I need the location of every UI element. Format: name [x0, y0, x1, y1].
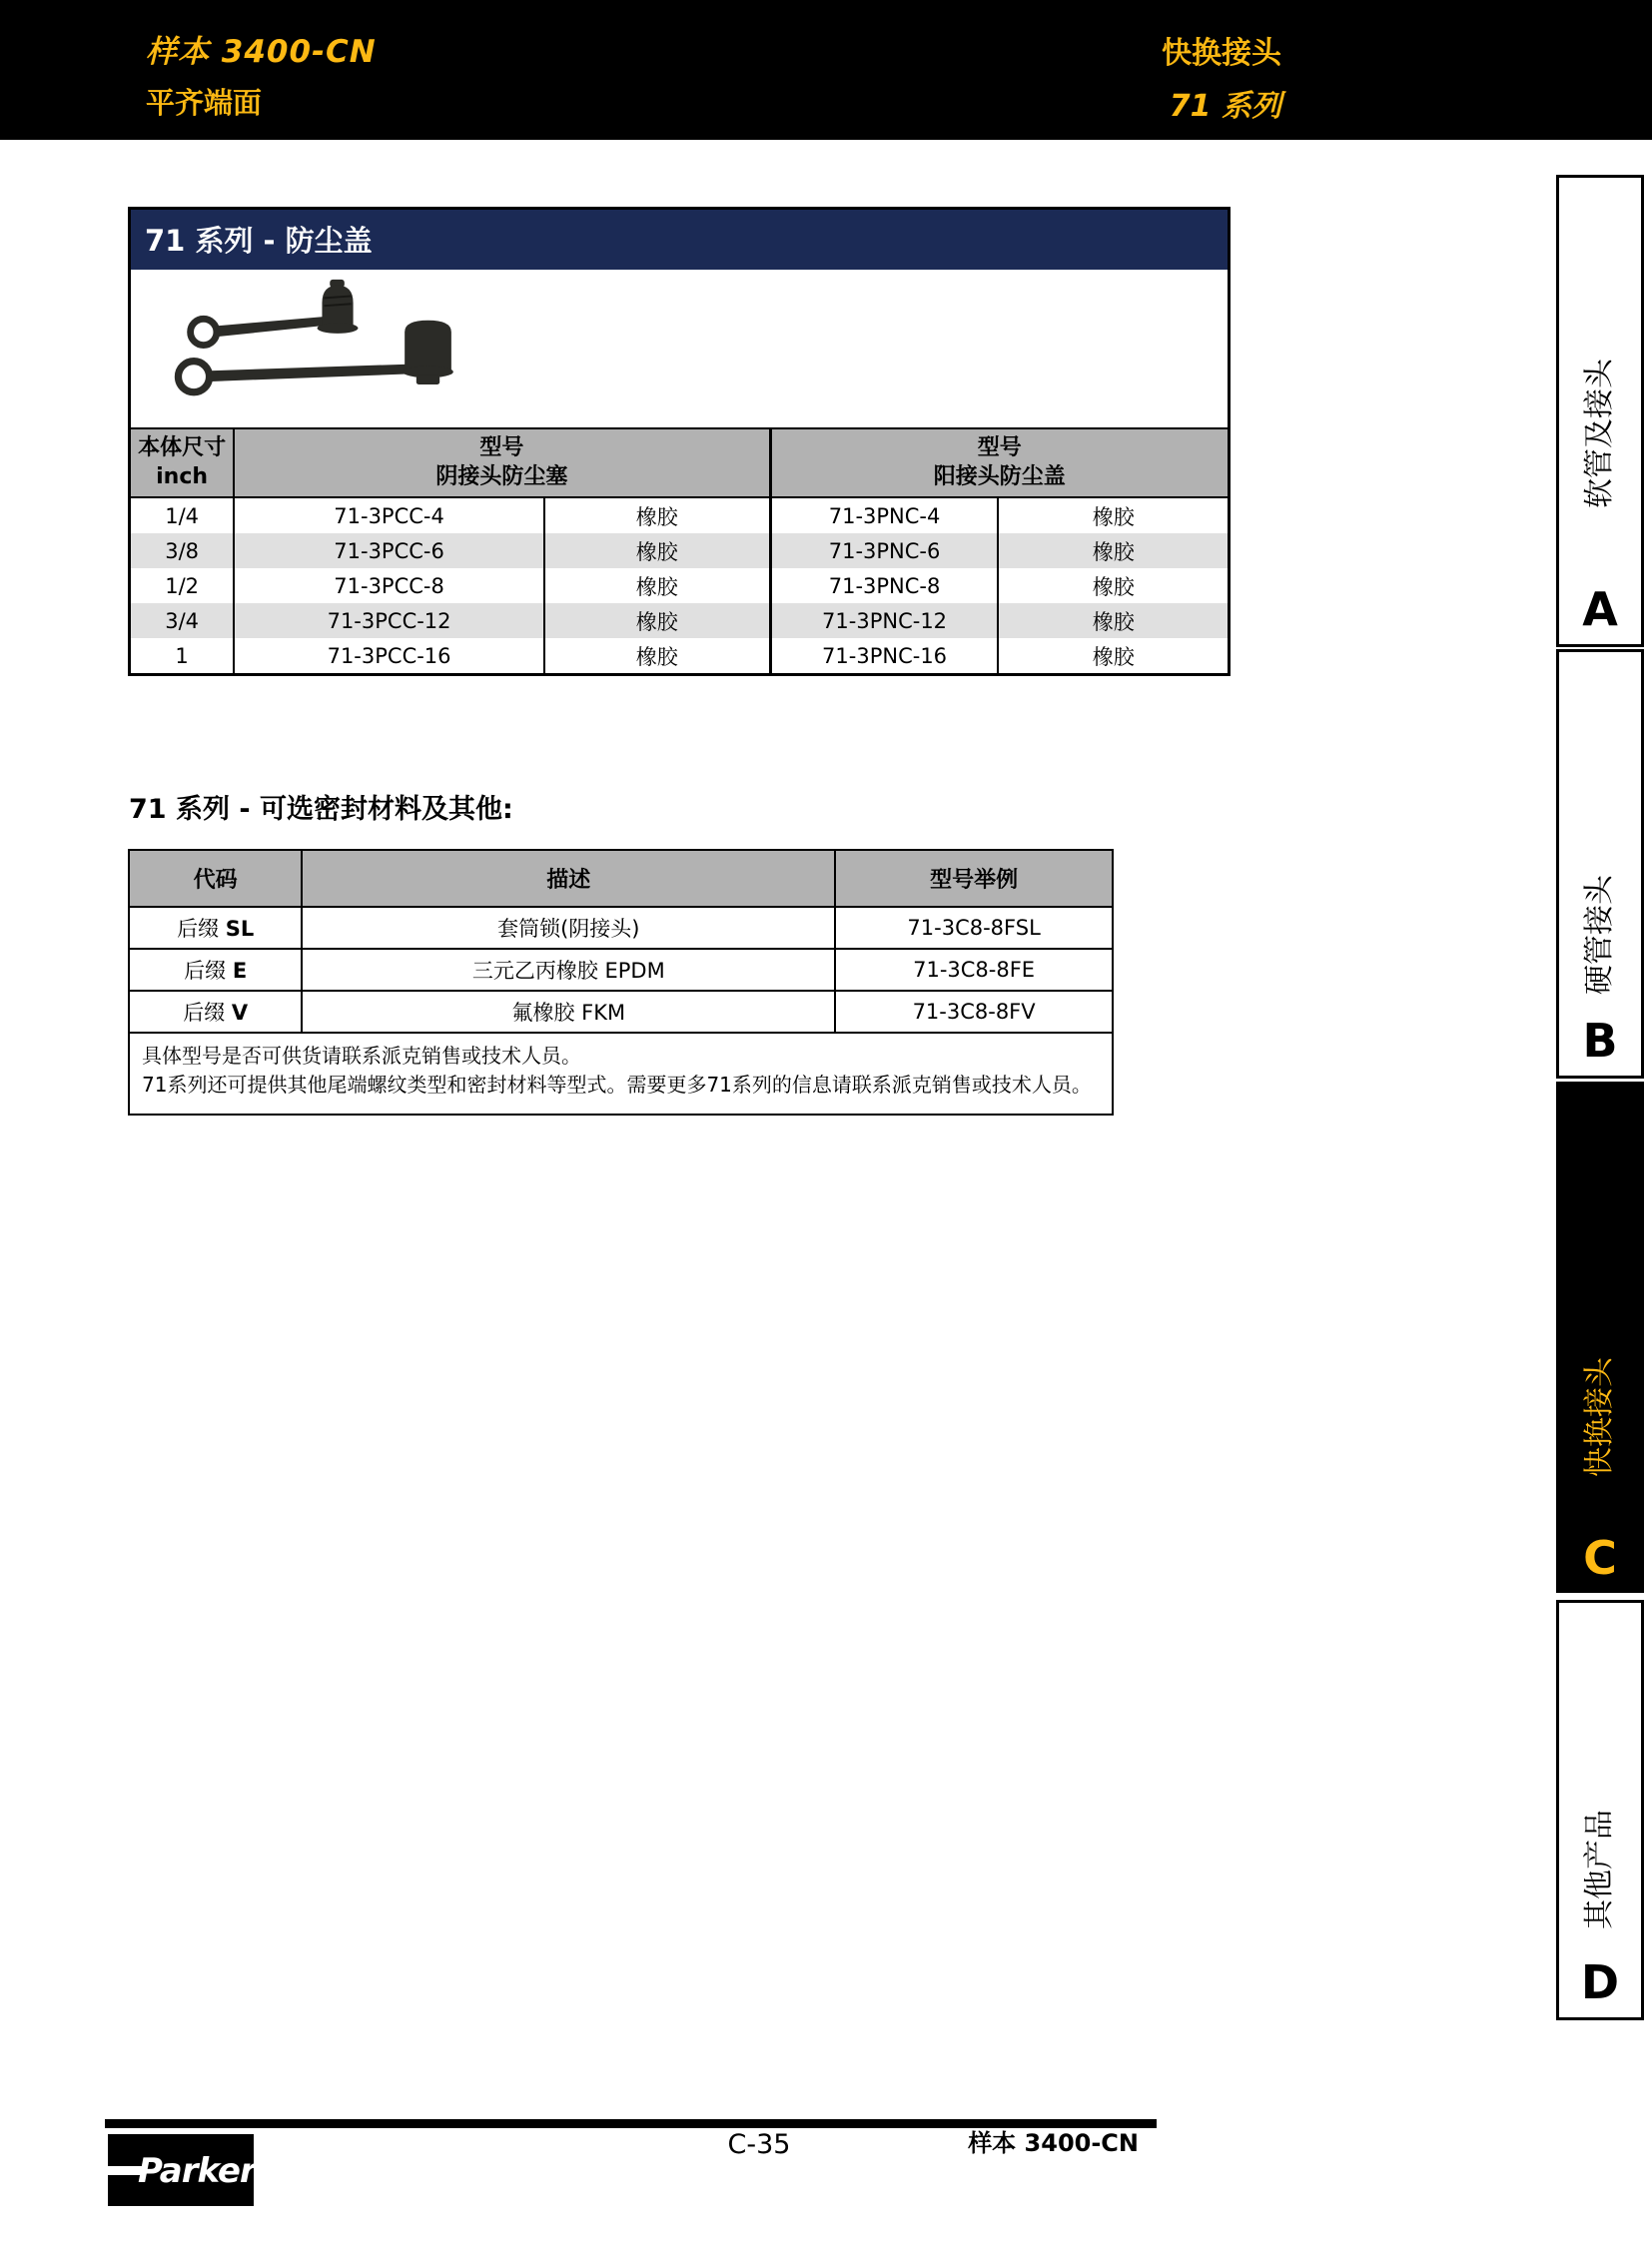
cell-male-model: 71-3PNC-4: [770, 497, 998, 533]
sidebar-section-tube-fittings[interactable]: [1556, 649, 1644, 1079]
product-photo-dust-caps: [159, 274, 518, 423]
section-title-seal-options: 71 系列 - 可选密封材料及其他:: [129, 794, 513, 825]
cell-female-material: 橡胶: [544, 603, 770, 638]
cell-size: 1/2: [165, 573, 199, 598]
cell-male-material: 橡胶: [998, 533, 1228, 568]
cell-code: 后缀 SL: [129, 907, 302, 949]
cell-male-material: 橡胶: [998, 638, 1228, 673]
cell-male-material: 橡胶: [998, 568, 1228, 603]
dust-cap-table: [131, 427, 1228, 673]
cell-size: 3/4: [131, 603, 234, 638]
cell-female-material: 橡胶: [544, 497, 770, 533]
cell-description: 氟橡胶 FKM: [302, 991, 835, 1033]
sidebar-letter: B: [1582, 1014, 1618, 1068]
sidebar-label: 其他产品: [1582, 1810, 1617, 1929]
cell-example: 71-3C8-8FE: [835, 949, 1113, 991]
table-title-bar: 71 系列 - 防尘盖: [131, 210, 1228, 270]
cell-female-material: 橡胶: [544, 568, 770, 603]
sidebar-section-quick-couplings-active[interactable]: [1556, 1082, 1644, 1593]
sidebar-label: 快换接头: [1582, 1357, 1617, 1477]
cell-male-model: 71-3PNC-8: [770, 568, 998, 603]
table-row: [131, 533, 1228, 568]
col-header-female: 型号 阴接头防尘塞: [234, 428, 770, 497]
col-header-size: 本体尺寸 inch: [131, 428, 234, 497]
table-note-row: [129, 1033, 1113, 1115]
cell-code: 后缀 E: [129, 949, 302, 991]
banner-right: [1162, 28, 1281, 125]
table-row: [129, 991, 1113, 1033]
table-row: [131, 568, 1228, 603]
page-subject: 平齐端面: [146, 86, 263, 120]
cell-female-model: 71-3PCC-8: [234, 568, 544, 603]
cell-female-model: 71-3PCC-12: [234, 603, 544, 638]
col-header-code: 代码: [129, 850, 302, 907]
cell-male-material: 橡胶: [998, 603, 1228, 638]
sidebar-letter: D: [1580, 1955, 1620, 2009]
top-banner: [0, 0, 1652, 140]
note-line-2: 71系列还可提供其他尾端螺纹类型和密封材料等型式。需要更多71系列的信息请联系派克销售或技术人员。: [142, 1073, 1092, 1097]
cell-code: 后缀 V: [129, 991, 302, 1033]
cell-size: 3/8: [131, 533, 234, 568]
sidebar-label: 软管及接头: [1582, 359, 1617, 508]
seal-options-table: [128, 849, 1114, 1116]
cell-female-model: 71-3PCC-6: [234, 533, 544, 568]
cell-female-material: 橡胶: [544, 638, 770, 673]
cell-female-model: 71-3PCC-4: [234, 497, 544, 533]
cell-description: 三元乙丙橡胶 EPDM: [302, 949, 835, 991]
sidebar-section-hose-fittings[interactable]: [1556, 175, 1644, 647]
parker-logo: [108, 2134, 254, 2206]
note-line-1: 具体型号是否可供货请联系派克销售或技术人员。: [142, 1044, 581, 1068]
sidebar-label: 硬管接头: [1582, 875, 1617, 995]
cell-description: 套筒锁(阴接头): [302, 907, 835, 949]
table-row: [131, 603, 1228, 638]
sidebar-letter: C: [1583, 1531, 1617, 1585]
table-row: [131, 638, 1228, 673]
product-category: 快换接头: [1162, 36, 1281, 71]
cell-male-material: 橡胶: [998, 497, 1228, 533]
catalog-number: 样本 3400-CN: [146, 34, 377, 70]
cell-size: 1/4: [165, 503, 199, 528]
col-header-example: 型号举例: [835, 850, 1113, 907]
parker-logo-dash: [108, 2166, 142, 2175]
table-header-row: [129, 850, 1113, 907]
cell-example: 71-3C8-8FV: [835, 991, 1113, 1033]
availability-note: [129, 1033, 1113, 1115]
cell-example: 71-3C8-8FSL: [835, 907, 1113, 949]
table-header-row: [131, 428, 1228, 497]
page-number: C-35: [727, 2129, 791, 2160]
table-row: [129, 949, 1113, 991]
dust-cap-table-block: [128, 207, 1231, 676]
product-image-area: [131, 270, 1228, 427]
col-header-male: 型号 阳接头防尘盖: [770, 428, 1228, 497]
sidebar-letter: A: [1582, 582, 1618, 636]
cell-male-model: 71-3PNC-12: [770, 603, 998, 638]
banner-left: [146, 26, 377, 122]
cell-male-model: 71-3PNC-6: [770, 533, 998, 568]
cell-size: 1: [175, 643, 189, 668]
col-header-description: 描述: [302, 850, 835, 907]
cell-female-material: 橡胶: [544, 533, 770, 568]
series-name: 71 系列: [1169, 89, 1281, 124]
cell-male-model: 71-3PNC-16: [770, 638, 998, 673]
cell-female-model: 71-3PCC-16: [234, 638, 544, 673]
parker-logo-text: Parker: [138, 2151, 256, 2191]
sidebar-section-other-products[interactable]: [1556, 1600, 1644, 2020]
table-row: [131, 497, 1228, 533]
table-row: [129, 907, 1113, 949]
footer-catalog-number: 样本 3400-CN: [968, 2129, 1139, 2157]
